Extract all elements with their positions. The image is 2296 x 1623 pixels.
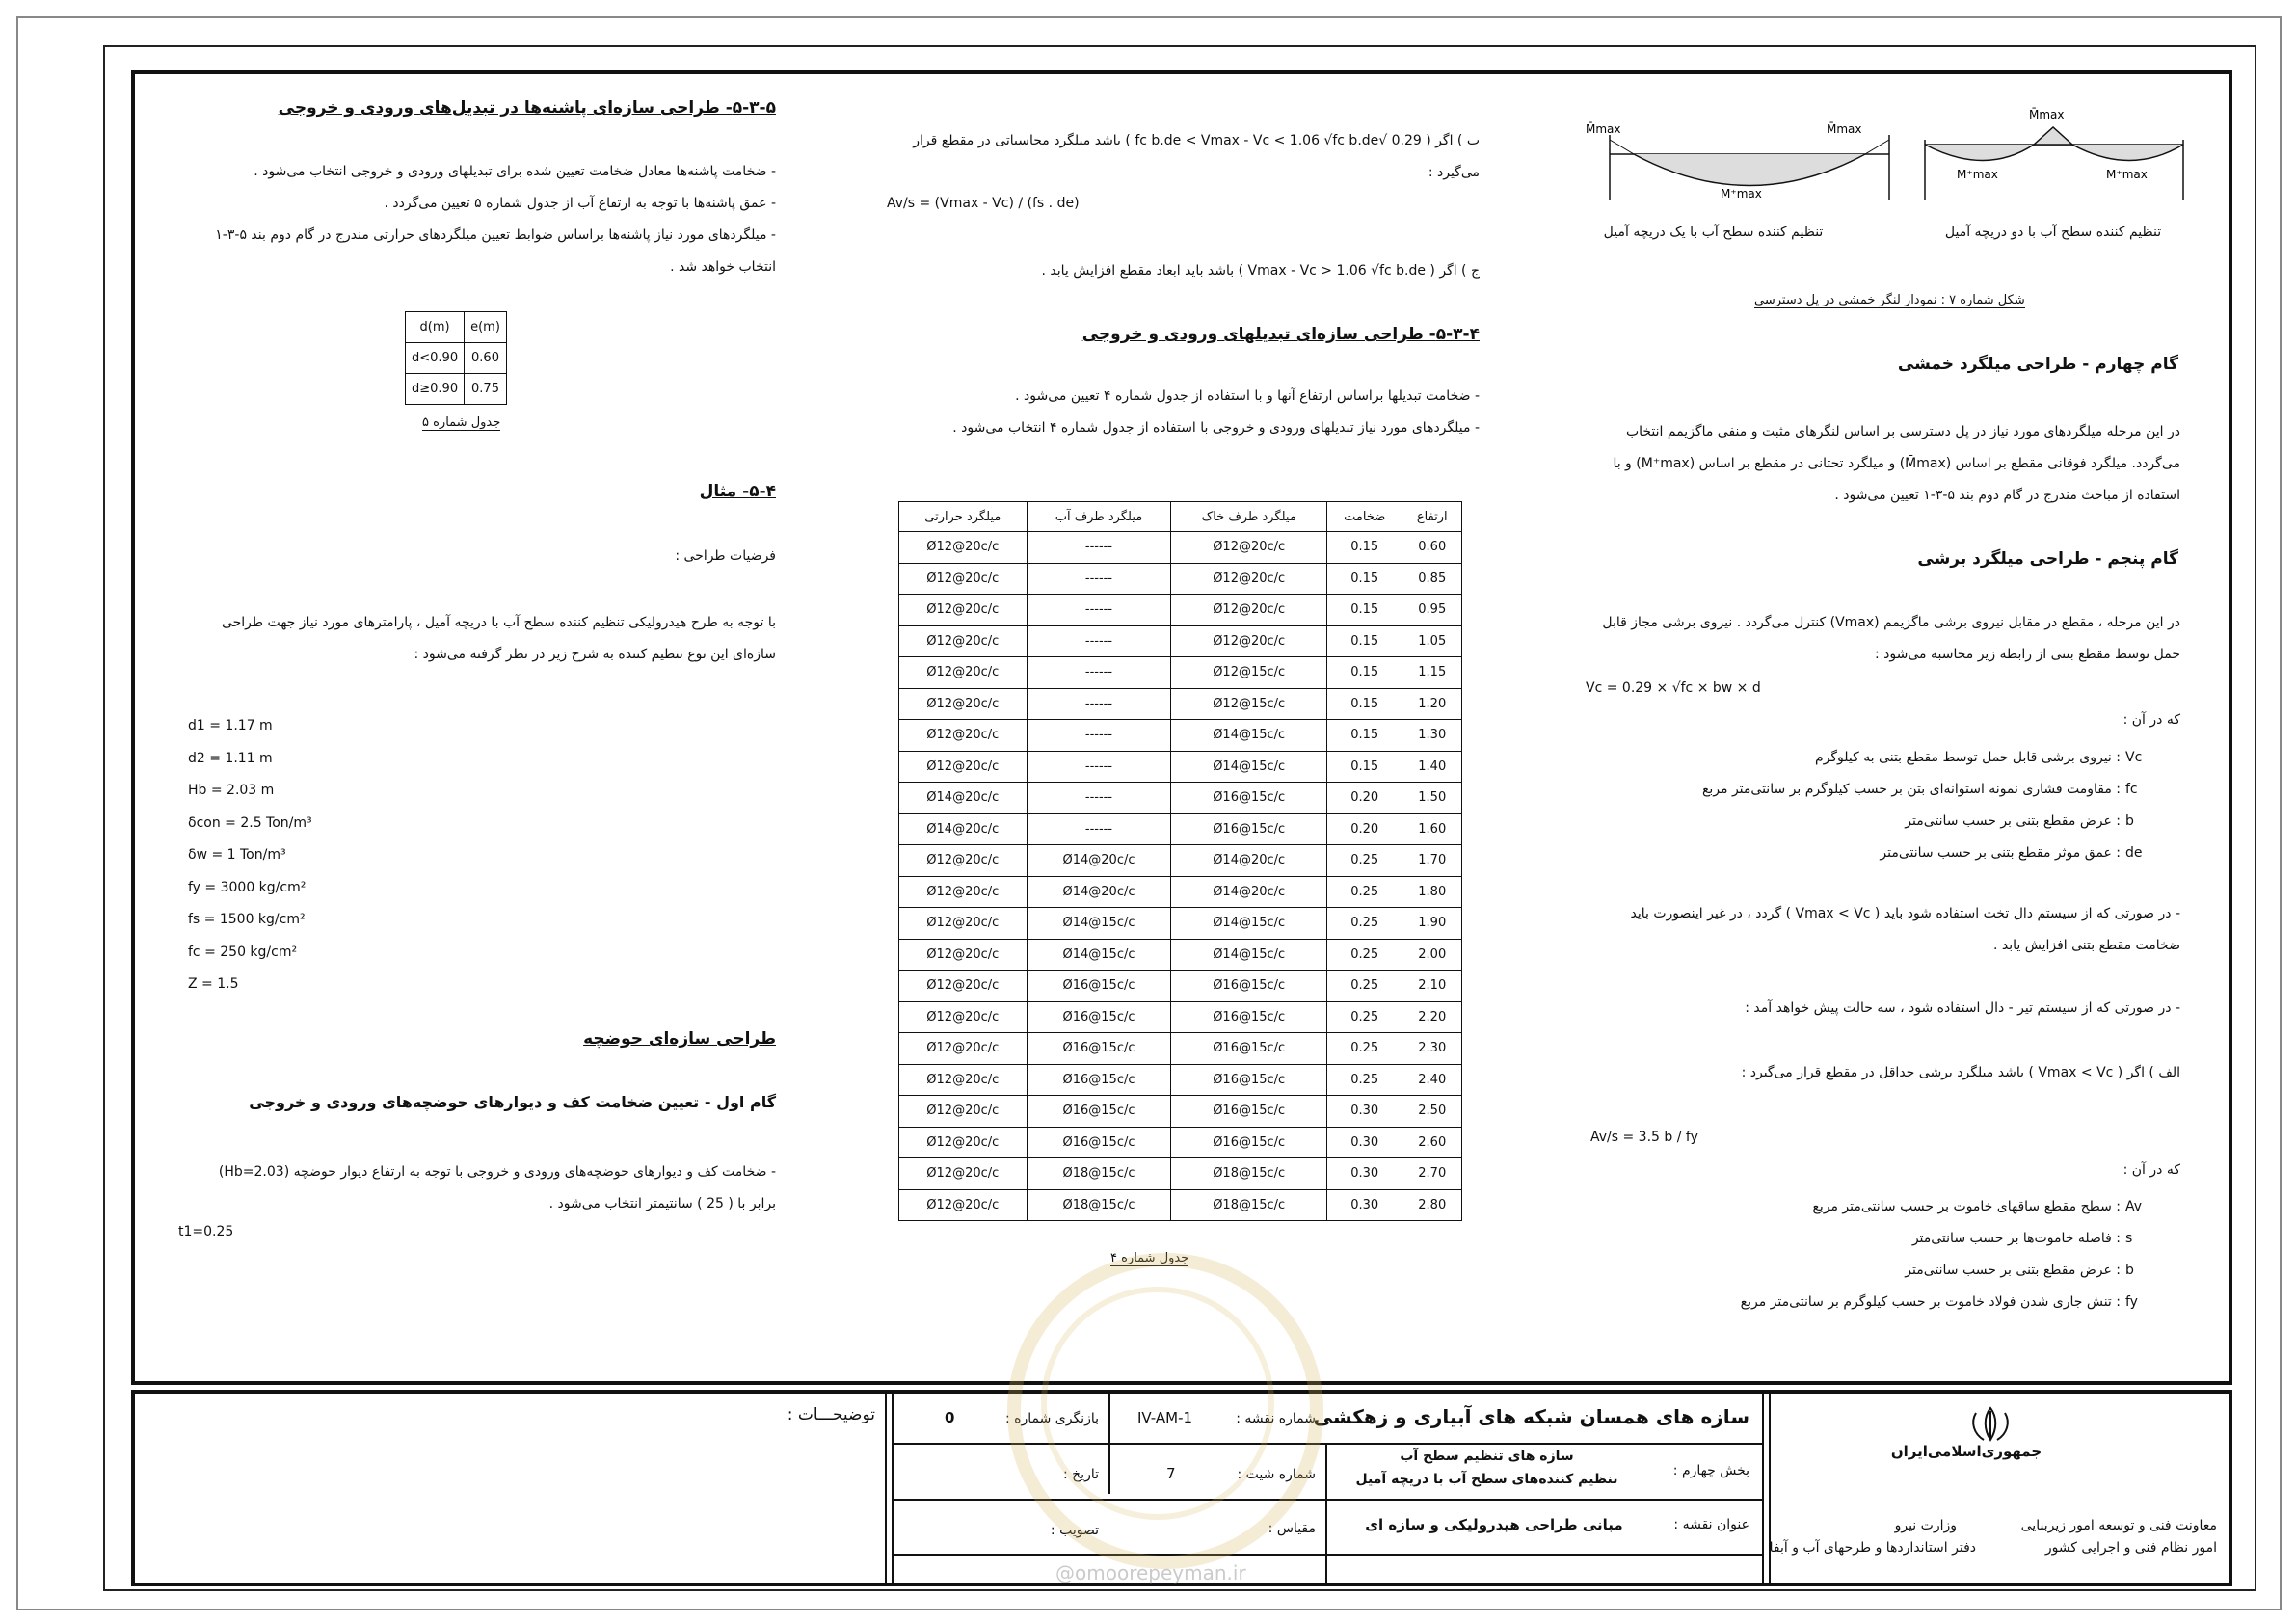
- table-cell: Ø18@15c/c: [1171, 1158, 1327, 1190]
- table-cell: 2.60: [1402, 1127, 1462, 1158]
- divider: [1762, 1394, 1764, 1583]
- table-cell: 1.50: [1402, 783, 1462, 814]
- table-row: [899, 908, 1462, 940]
- table-header: ضخامت: [1326, 502, 1402, 532]
- step5-line: حمل توسط مقطع بتنی از رابطه زیر محاسبه می‌شود :: [1875, 647, 2180, 662]
- table-4-caption: جدول شماره ۴: [1110, 1251, 1189, 1265]
- def-symbol: Vc: [2125, 750, 2143, 765]
- table-cell: 1.20: [1402, 688, 1462, 720]
- table-cell: Ø14@20c/c: [1027, 845, 1171, 877]
- table-cell: 0.20: [1326, 783, 1402, 814]
- table-cell: 0.25: [1326, 845, 1402, 877]
- drawing-title-value: مبانی طراحی هیدرولیکی و سازه ای: [1365, 1516, 1623, 1533]
- table-cell: Ø16@15c/c: [1171, 783, 1327, 814]
- org-line-3: وزارت نیرو: [1894, 1518, 1957, 1533]
- table-cell: 0.15: [1326, 688, 1402, 720]
- param: δw = 1 Ton/m³: [188, 847, 286, 863]
- org-line-2: امور نظام فنی و اجرایی کشور: [2044, 1540, 2217, 1556]
- table-cell: 2.80: [1402, 1189, 1462, 1221]
- table-row: [899, 1127, 1462, 1158]
- table-cell: Ø14@15c/c: [1171, 751, 1327, 783]
- table-cell: 0.15: [1326, 657, 1402, 689]
- m-neg-label: M̄max: [1827, 122, 1862, 136]
- revision-label: بازنگری شماره :: [1004, 1411, 1099, 1426]
- table-row: [899, 532, 1462, 564]
- step5-text: [1581, 607, 2180, 671]
- table-cell: 0.25: [1326, 908, 1402, 940]
- table-cell: Ø14@20c/c: [1171, 876, 1327, 908]
- slab-line: ضخامت مقطع بتنی افزایش یابد .: [1992, 938, 2180, 953]
- def-symbol: fc: [2125, 782, 2138, 797]
- table-cell: 0.25: [1326, 1001, 1402, 1033]
- table-cell: Ø12@20c/c: [899, 595, 1028, 626]
- table-cell: 2.50: [1402, 1096, 1462, 1128]
- table-cell: Ø16@15c/c: [1027, 971, 1171, 1002]
- sheet-no-label: شماره شیت :: [1237, 1467, 1316, 1482]
- table-cell: 0.25: [1326, 1064, 1402, 1096]
- def-symbol: Av: [2125, 1199, 2143, 1214]
- def-text: : نیروی برشی قابل حمل توسط مقطع بتنی به کیلوگرم: [1814, 750, 2121, 765]
- basin-line: برابر با ( 25 ) سانتیمتر انتخاب می‌شود .: [548, 1196, 776, 1211]
- table-row: [899, 1033, 1462, 1065]
- param: fc = 250 kg/cm²: [188, 944, 298, 960]
- table-cell: Ø12@20c/c: [899, 908, 1028, 940]
- step4-line: استفاده از مباحث مندرج در گام دوم بند ۵-۳-۱ تعیین می‌شود .: [1834, 488, 2180, 503]
- def-symbol: de: [2125, 845, 2143, 861]
- table-5-caption: جدول شماره ۵: [422, 415, 501, 430]
- bullet: - ضخامت تبدیلها براساس ارتفاع آنها و با استفاده از جدول شماره ۴ تعیین می‌شود .: [1015, 388, 1480, 404]
- divider: [885, 1394, 887, 1583]
- table-cell: 0.30: [1326, 1158, 1402, 1190]
- table-cell: 0.60: [1402, 532, 1462, 564]
- table-cell: Ø18@15c/c: [1027, 1189, 1171, 1221]
- step1-heading: گام اول - تعیین ضخامت کف و دیوارهای حوضچه‌های ورودی و خروجی: [249, 1093, 776, 1111]
- table-cell: 1.80: [1402, 876, 1462, 908]
- table-row: [899, 1064, 1462, 1096]
- table-cell: Ø14@20c/c: [899, 783, 1028, 814]
- table-cell: Ø12@20c/c: [899, 876, 1028, 908]
- case-a-text: [1581, 1057, 2180, 1089]
- def-symbol: s: [2125, 1231, 2133, 1246]
- table-cell: Ø16@15c/c: [1171, 1001, 1327, 1033]
- table-cell: Ø16@15c/c: [1171, 1064, 1327, 1096]
- table-cell: 1.05: [1402, 625, 1462, 657]
- table-cell: Ø12@20c/c: [1171, 532, 1327, 564]
- def-symbol: b: [2125, 813, 2134, 829]
- table-cell: Ø16@15c/c: [1027, 1096, 1171, 1128]
- table-row: [899, 1096, 1462, 1128]
- table-cell: 0.20: [1326, 813, 1402, 845]
- formula-av-s-a: Av/s = 3.5 b / fy: [1590, 1130, 1698, 1145]
- table-cell: Ø16@15c/c: [1171, 1096, 1327, 1128]
- table-cell: 2.40: [1402, 1064, 1462, 1096]
- table-cell: Ø12@20c/c: [899, 971, 1028, 1002]
- table-row: [899, 595, 1462, 626]
- step4-line: می‌گردد. میلگرد فوقانی مقطع بر اساس (M̄max) و میلگرد تحتانی در مقطع بر اساس (M⁺max) و با: [1613, 456, 2180, 471]
- table-row: [899, 688, 1462, 720]
- table-cell: Ø16@15c/c: [1027, 1033, 1171, 1065]
- table-cell: 1.60: [1402, 813, 1462, 845]
- param: fy = 3000 kg/cm²: [188, 879, 307, 895]
- divider: [1325, 1443, 1327, 1583]
- table-row: [899, 625, 1462, 657]
- table-cell: 0.15: [1326, 625, 1402, 657]
- t1-result: t1=0.25: [178, 1224, 234, 1239]
- definitions-2: [1581, 1191, 2121, 1318]
- def-symbol: fy: [2125, 1294, 2138, 1310]
- table-4: [898, 501, 1462, 1221]
- param: d1 = 1.17 m: [188, 718, 273, 733]
- param: d2 = 1.11 m: [188, 750, 273, 766]
- bullet: انتخاب خواهد شد .: [670, 259, 776, 275]
- table-cell: 2.70: [1402, 1158, 1462, 1190]
- figure-7-caption: شکل شماره ۷ : نمودار لنگر خمشی در پل دسترسی: [1754, 293, 2025, 307]
- definitions-2-symbols: [2125, 1191, 2183, 1318]
- heading-5-3-4: ۵-۳-۴- طراحی سازه‌ای تبدیلهای ورودی و خروجی: [1081, 325, 1480, 344]
- iran-emblem-icon: [1966, 1405, 2015, 1444]
- table-cell: 0.95: [1402, 595, 1462, 626]
- table-cell: 2.30: [1402, 1033, 1462, 1065]
- table-cell: Ø12@15c/c: [1171, 688, 1327, 720]
- table-header: ارتفاع: [1402, 502, 1462, 532]
- notes-label: توضیحـــات :: [787, 1405, 875, 1424]
- table-cell: Ø14@15c/c: [1171, 720, 1327, 752]
- case-a-line: الف ) اگر ( Vmax < Vc ) باشد میلگرد برشی حداقل در مقطع قرار می‌گیرد :: [1741, 1065, 2180, 1080]
- intro-line: سازه‌ای این نوع تنظیم کننده به شرح زیر در نظر گرفته می‌شود :: [414, 647, 776, 662]
- table-row: [899, 563, 1462, 595]
- figure-7-moment-diagrams: [1581, 101, 2198, 294]
- formula-av-s-b: Av/s = (Vmax - Vc) / (fs . de): [887, 196, 1080, 211]
- bullet: - میلگردهای مورد نیاز تبدیلهای ورودی و خروجی با استفاده از جدول شماره ۴ انتخاب می‌شود .: [952, 420, 1480, 436]
- date-label: تاریخ :: [1062, 1467, 1099, 1482]
- case-c-text: [848, 255, 1480, 287]
- table-cell: Ø16@15c/c: [1027, 1064, 1171, 1096]
- table-cell: 0.75: [465, 374, 507, 405]
- table-cell: Ø16@15c/c: [1171, 1033, 1327, 1065]
- table-cell: 0.60: [465, 343, 507, 374]
- table-row: [899, 939, 1462, 971]
- section-5-3-4-text: [848, 381, 1480, 444]
- table-cell: Ø12@15c/c: [1171, 657, 1327, 689]
- fig-label-one-gate: تنظیم کننده سطح آب با یک دریچه آمیل: [1603, 225, 1824, 240]
- table-cell: Ø14@15c/c: [1171, 939, 1327, 971]
- table-cell: Ø12@20c/c: [899, 1033, 1028, 1065]
- table-cell: Ø18@15c/c: [1027, 1158, 1171, 1190]
- def-symbol: b: [2125, 1263, 2134, 1278]
- table-cell: Ø12@20c/c: [899, 688, 1028, 720]
- table-cell: 1.90: [1402, 908, 1462, 940]
- table-cell: Ø16@15c/c: [1027, 1127, 1171, 1158]
- table-header: d(m): [406, 312, 465, 343]
- table-row: [899, 720, 1462, 752]
- table-header: میلگرد طرف خاک: [1171, 502, 1327, 532]
- m-pos-label: M⁺max: [2106, 168, 2148, 181]
- table-cell: Ø12@20c/c: [899, 563, 1028, 595]
- table-cell: Ø12@20c/c: [899, 1096, 1028, 1128]
- map-no-value: IV-AM-1: [1137, 1409, 1193, 1426]
- table-cell: 0.30: [1326, 1127, 1402, 1158]
- table-cell: Ø14@15c/c: [1027, 939, 1171, 971]
- table-row: [406, 312, 507, 343]
- table-row: [899, 657, 1462, 689]
- table-cell: ------: [1027, 720, 1171, 752]
- table-cell: Ø12@20c/c: [899, 939, 1028, 971]
- table-cell: ------: [1027, 751, 1171, 783]
- step4-line: در این مرحله میلگردهای مورد نیاز در پل دسترسی بر اساس لنگرهای مثبت و منفی ماگزیمم انتخاب: [1625, 424, 2180, 439]
- table-cell: Ø14@15c/c: [1027, 908, 1171, 940]
- table-cell: 2.00: [1402, 939, 1462, 971]
- m-neg-label: M̄max: [2029, 108, 2065, 121]
- table-cell: Ø12@20c/c: [1171, 563, 1327, 595]
- slab-text: [1581, 898, 2180, 962]
- slab-line: - در صورتی که از سیستم دال تخت استفاده شود باید ( Vmax < Vc ) گردد ، در غیر اینصورت باید: [1630, 906, 2180, 921]
- def-text: : عرض مقطع بتنی بر حسب سانتی‌متر: [1905, 1263, 2121, 1278]
- bullet: - ضخامت پاشنه‌ها معادل ضخامت تعیین شده برای تبدیلهای ورودی و خروجی انتخاب می‌شود .: [254, 164, 776, 179]
- step4-heading: گام چهارم - طراحی میلگرد خمشی: [1897, 355, 2178, 374]
- table-cell: 0.15: [1326, 532, 1402, 564]
- table-cell: 0.25: [1326, 876, 1402, 908]
- def-text: : فاصله خاموت‌ها بر حسب سانتی‌متر: [1911, 1231, 2121, 1246]
- table-cell: 1.15: [1402, 657, 1462, 689]
- definitions-1: [1581, 742, 2121, 869]
- table-cell: ------: [1027, 783, 1171, 814]
- table-cell: Ø14@15c/c: [1171, 908, 1327, 940]
- fig-label-two-gates: تنظیم کننده سطح آب با دو دریچه آمیل: [1944, 225, 2162, 240]
- table-row: [406, 343, 507, 374]
- case-b-line: می‌گیرد :: [1428, 165, 1480, 180]
- table-header: e(m): [465, 312, 507, 343]
- def-text: : عمق موثر مقطع بتنی بر حسب سانتی‌متر: [1880, 845, 2121, 861]
- table-row: [899, 971, 1462, 1002]
- definitions-1-symbols: [2125, 742, 2183, 869]
- table-cell: Ø12@20c/c: [899, 1158, 1028, 1190]
- table-cell: Ø12@20c/c: [899, 1127, 1028, 1158]
- table-row: [899, 751, 1462, 783]
- step5-line: در این مرحله ، مقطع در مقابل نیروی برشی ماگزیمم (Vmax) کنترل می‌گردد . نیروی برشی مجاز قابل: [1602, 615, 2180, 630]
- table-cell: ------: [1027, 532, 1171, 564]
- where-label-2: که در آن :: [2122, 1162, 2180, 1178]
- beam-text: [1581, 993, 2180, 1024]
- table-cell: Ø12@20c/c: [1171, 595, 1327, 626]
- bullet: - میلگردهای مورد نیاز پاشنه‌ها براساس ضوابط تعیین میلگردهای حرارتی مندرج در گام دوم بند ۵-۳-۱: [215, 227, 776, 243]
- table-5: [405, 311, 507, 405]
- param: δcon = 2.5 Ton/m³: [188, 814, 312, 831]
- heading-5-3-5: ۵-۳-۵- طراحی سازه‌ای پاشنه‌ها در تبدیل‌های ورودی و خروجی: [278, 98, 776, 118]
- table-row: [899, 783, 1462, 814]
- def-text: : سطح مقطع ساقهای خاموت بر حسب سانتی‌متر مربع: [1812, 1199, 2121, 1214]
- m-pos-label: M⁺max: [1957, 168, 1998, 181]
- def-text: : مقاومت فشاری نمونه استوانه‌ای بتن بر حسب کیلوگرم بر سانتی‌متر مربع: [1701, 782, 2121, 797]
- case-b-line: ب ) اگر ( 0.29 √fc b.de < Vmax - Vc < 1.06 √fc b.de ) باشد میلگرد محاسباتی در مقطع قرار: [913, 133, 1480, 148]
- table-row: [899, 845, 1462, 877]
- divider: [894, 1499, 1762, 1501]
- step4-text: [1581, 416, 2180, 512]
- table-row: [406, 374, 507, 405]
- table-cell: Ø12@20c/c: [1171, 625, 1327, 657]
- watermark-logo-inner: [1041, 1287, 1274, 1520]
- table-cell: Ø16@15c/c: [1171, 813, 1327, 845]
- table-cell: Ø16@15c/c: [1027, 1001, 1171, 1033]
- table-cell: 0.30: [1326, 1096, 1402, 1128]
- table-cell: Ø12@20c/c: [899, 845, 1028, 877]
- table-cell: ------: [1027, 595, 1171, 626]
- table-cell: 0.15: [1326, 563, 1402, 595]
- divider: [894, 1554, 1762, 1556]
- section-value-2: تنظیم کننده‌های سطح آب با دریچه آمیل: [1355, 1472, 1618, 1487]
- param: fs = 1500 kg/cm²: [188, 912, 306, 927]
- basin-heading: طراحی سازه‌ای حوضچه: [583, 1029, 776, 1049]
- table-cell: Ø12@20c/c: [899, 1064, 1028, 1096]
- watermark-text: @omoorepeyman.ir: [1055, 1561, 1246, 1584]
- table-cell: 0.15: [1326, 595, 1402, 626]
- param: Z = 1.5: [188, 976, 239, 992]
- table-cell: 1.30: [1402, 720, 1462, 752]
- m-neg-label: M̄max: [1586, 122, 1621, 136]
- table-cell: Ø14@20c/c: [1171, 845, 1327, 877]
- sheet-no-value: 7: [1166, 1465, 1176, 1482]
- table-cell: Ø12@20c/c: [899, 720, 1028, 752]
- map-no-label: شماره نقشه :: [1236, 1411, 1316, 1426]
- bullet: - عمق پاشنه‌ها با توجه به ارتفاع آب از جدول شماره ۵ تعیین می‌گردد .: [384, 196, 776, 211]
- table-cell: ------: [1027, 563, 1171, 595]
- case-b-text: [848, 125, 1480, 189]
- design-parameters: [188, 710, 429, 1001]
- table-cell: Ø12@20c/c: [899, 751, 1028, 783]
- table-cell: d≥0.90: [406, 374, 465, 405]
- table-cell: ------: [1027, 625, 1171, 657]
- revision-value: 0: [945, 1409, 955, 1426]
- diagram-two-gates: [1925, 108, 2183, 200]
- table-cell: 0.25: [1326, 1033, 1402, 1065]
- table-cell: Ø14@20c/c: [899, 813, 1028, 845]
- section-5-3-5-text: [174, 156, 776, 283]
- table-cell: 1.40: [1402, 751, 1462, 783]
- table-cell: Ø12@20c/c: [899, 657, 1028, 689]
- table-cell: 0.25: [1326, 939, 1402, 971]
- example-intro: [174, 607, 776, 671]
- table-cell: ------: [1027, 657, 1171, 689]
- org-line-1: معاونت فنی و توسعه امور زیربنایی: [2020, 1518, 2217, 1533]
- table-row: [899, 876, 1462, 908]
- step5-heading: گام پنجم - طراحی میلگرد برشی: [1917, 549, 2178, 569]
- table-cell: 2.20: [1402, 1001, 1462, 1033]
- table-cell: Ø12@20c/c: [899, 1189, 1028, 1221]
- case-c-line: ج ) اگر ( Vmax - Vc > 1.06 √fc b.de ) باشد باید ابعاد مقطع افزایش یابد .: [1041, 263, 1480, 279]
- org-line-4: دفتر استانداردها و طرحهای آب و آبفا: [1769, 1540, 1976, 1556]
- table-cell: 0.15: [1326, 720, 1402, 752]
- assumptions-label: فرضیات طراحی :: [675, 548, 776, 564]
- table-cell: Ø18@15c/c: [1171, 1189, 1327, 1221]
- basin-line: - ضخامت کف و دیوارهای حوضچه‌های ورودی و خروجی با توجه به ارتفاع دیوار حوضچه (Hb=2.03): [218, 1164, 776, 1180]
- table-cell: ------: [1027, 688, 1171, 720]
- country-name: جمهوری‌اسلامی‌ایران: [1890, 1443, 2042, 1460]
- table-cell: Ø16@15c/c: [1171, 971, 1327, 1002]
- intro-line: با توجه به طرح هیدرولیکی تنظیم کننده سطح آب با دریچه آمیل ، پارامترهای مورد نیاز جهت طراحی: [221, 615, 776, 630]
- table-row: [899, 813, 1462, 845]
- section-value-1: سازه های تنظیم سطح آب: [1400, 1449, 1574, 1464]
- table-cell: Ø12@20c/c: [899, 1001, 1028, 1033]
- where-label: که در آن :: [2122, 712, 2180, 728]
- table-header: میلگرد حرارتی: [899, 502, 1028, 532]
- def-text: : تنش جاری شدن فولاد خاموت بر حسب کیلوگرم بر سانتی‌متر مربع: [1740, 1294, 2121, 1310]
- main-title: سازه های همسان شبکه های آبیاری و زهکشی: [1313, 1405, 1749, 1428]
- table-cell: 1.70: [1402, 845, 1462, 877]
- param: Hb = 2.03 m: [188, 783, 275, 798]
- m-pos-label: M⁺max: [1721, 187, 1762, 200]
- table-cell: d<0.90: [406, 343, 465, 374]
- table-header: میلگرد طرف آب: [1027, 502, 1171, 532]
- drawing-title-label: عنوان نقشه :: [1673, 1517, 1749, 1532]
- table-header-row: [899, 502, 1462, 532]
- formula-vc: Vc = 0.29 × √fc × bw × d: [1586, 680, 1761, 696]
- table-cell: 2.10: [1402, 971, 1462, 1002]
- table-cell: 0.30: [1326, 1189, 1402, 1221]
- table-cell: Ø16@15c/c: [1171, 1127, 1327, 1158]
- table-cell: ------: [1027, 813, 1171, 845]
- table-row: [899, 1001, 1462, 1033]
- table-cell: Ø12@20c/c: [899, 532, 1028, 564]
- def-text: : عرض مقطع بتنی بر حسب سانتی‌متر: [1905, 813, 2121, 829]
- beam-line: - در صورتی که از سیستم تیر - دال استفاده شود ، سه حالت پیش خواهد آمد :: [1745, 1000, 2180, 1016]
- table-row: [899, 1158, 1462, 1190]
- table-cell: 0.25: [1326, 971, 1402, 1002]
- diagram-one-gate: [1586, 122, 1889, 200]
- heading-5-4: ۵-۴- مثال: [699, 482, 776, 501]
- basin-text: [174, 1157, 776, 1220]
- section-label: بخش چهارم :: [1672, 1463, 1749, 1478]
- scale-label: مقیاس :: [1268, 1521, 1316, 1536]
- table-cell: Ø12@20c/c: [899, 625, 1028, 657]
- table-row: [899, 1189, 1462, 1221]
- table-cell: Ø14@20c/c: [1027, 876, 1171, 908]
- approval-label: تصویب :: [1050, 1523, 1099, 1538]
- table-cell: 0.15: [1326, 751, 1402, 783]
- table-cell: 0.85: [1402, 563, 1462, 595]
